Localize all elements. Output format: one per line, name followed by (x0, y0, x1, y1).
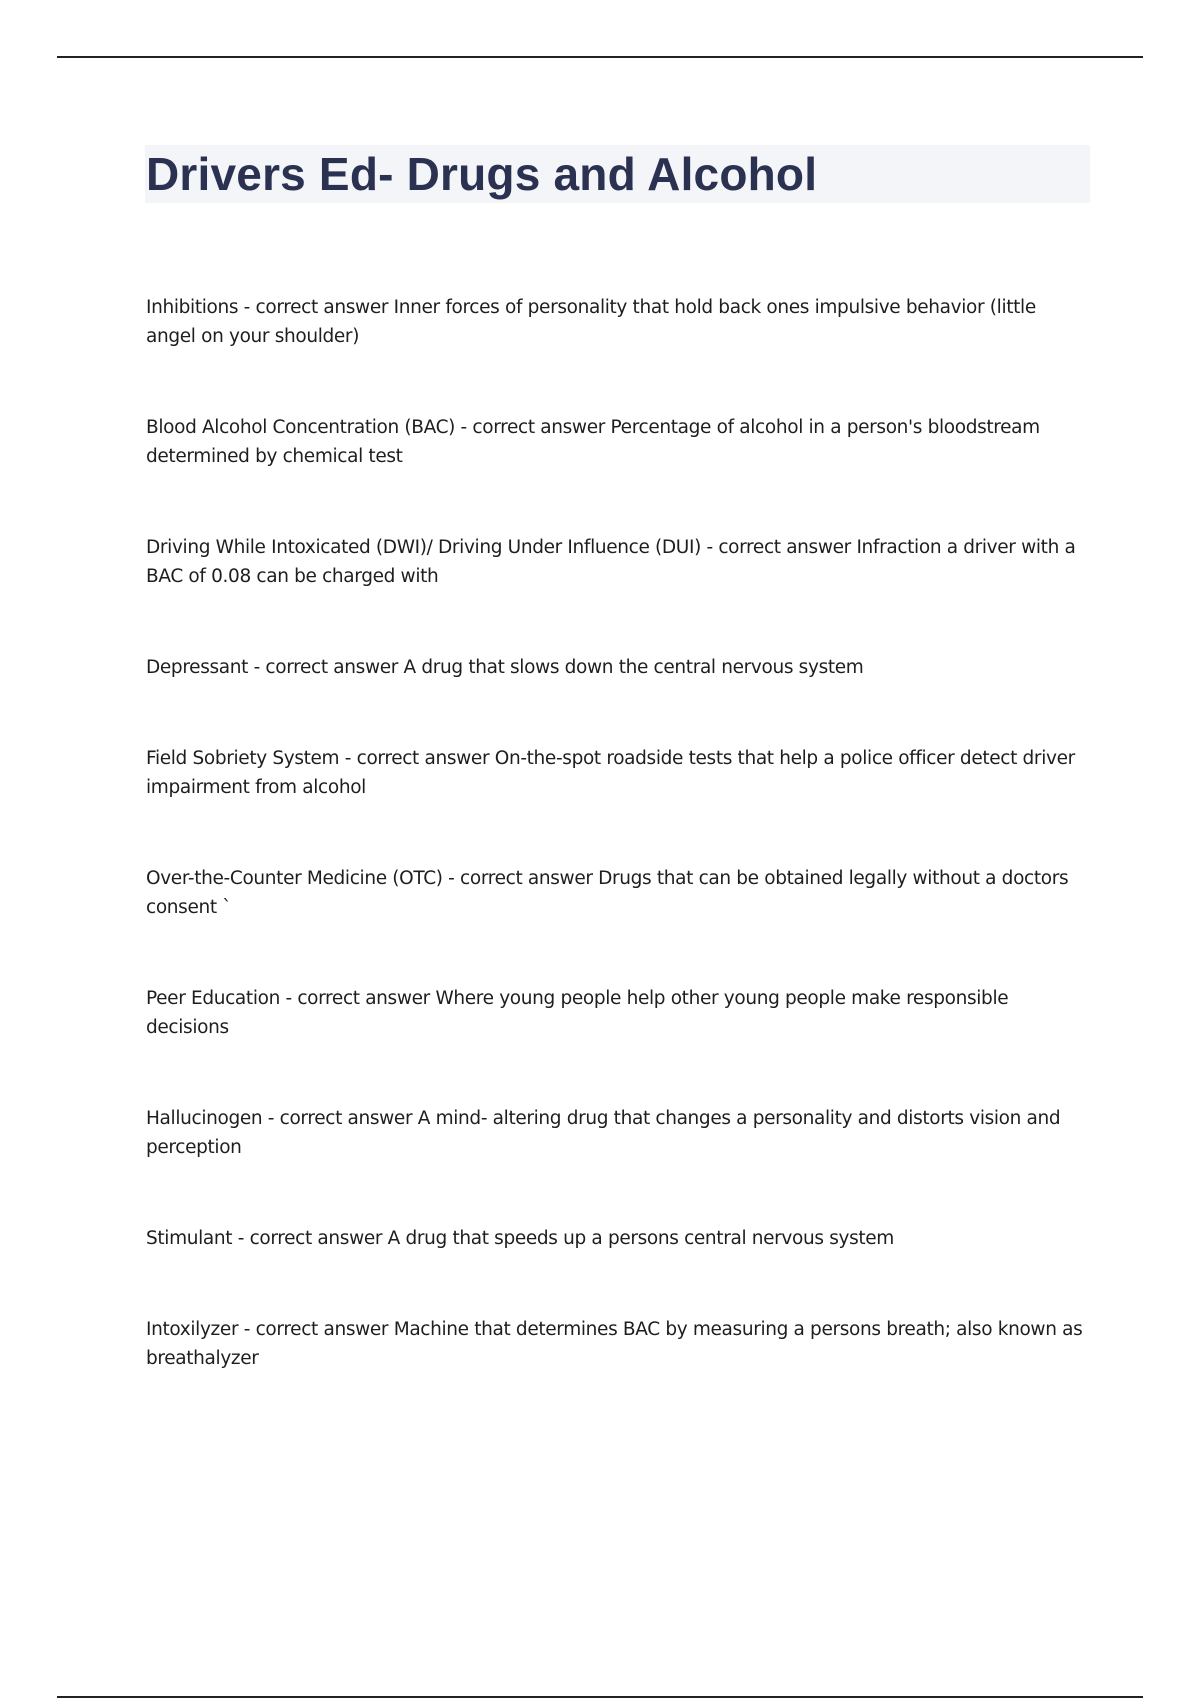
flashcard-list (146, 293, 1086, 1435)
header-rule (57, 56, 1143, 58)
list-item: Field Sobriety System - correct answer On-the-spot roadside tests that help a police officer detect driver impairment from alcohol (146, 748, 1075, 798)
list-item: Hallucinogen - correct answer A mind- altering drug that changes a personality and distorts vision and perception (146, 1108, 1061, 1158)
list-item: Blood Alcohol Concentration (BAC) - correct answer Percentage of alcohol in a person's bloodstream determined by chemical test (146, 417, 1040, 467)
list-item: Peer Education - correct answer Where young people help other young people make responsible decisions (146, 988, 1009, 1038)
list-item: Inhibitions - correct answer Inner forces of personality that hold back ones impulsive behavior (little angel on your shoulder) (146, 297, 1036, 347)
list-item: Driving While Intoxicated (DWI)/ Driving Under Influence (DUI) - correct answer Infraction a driver with a BAC of 0.08 can be charged with (146, 537, 1076, 587)
list-item: Depressant - correct answer A drug that slows down the central nervous system (146, 657, 864, 678)
footer-rule (57, 1696, 1143, 1698)
list-item: Intoxilyzer - correct answer Machine that determines BAC by measuring a persons breath; also known as breathalyzer (146, 1319, 1083, 1369)
list-item: Stimulant - correct answer A drug that speeds up a persons central nervous system (146, 1228, 894, 1249)
page-title: Drivers Ed- Drugs and Alcohol (146, 148, 818, 200)
list-item: Over-the-Counter Medicine (OTC) - correct answer Drugs that can be obtained legally without a doctors consent ` (146, 868, 1069, 918)
